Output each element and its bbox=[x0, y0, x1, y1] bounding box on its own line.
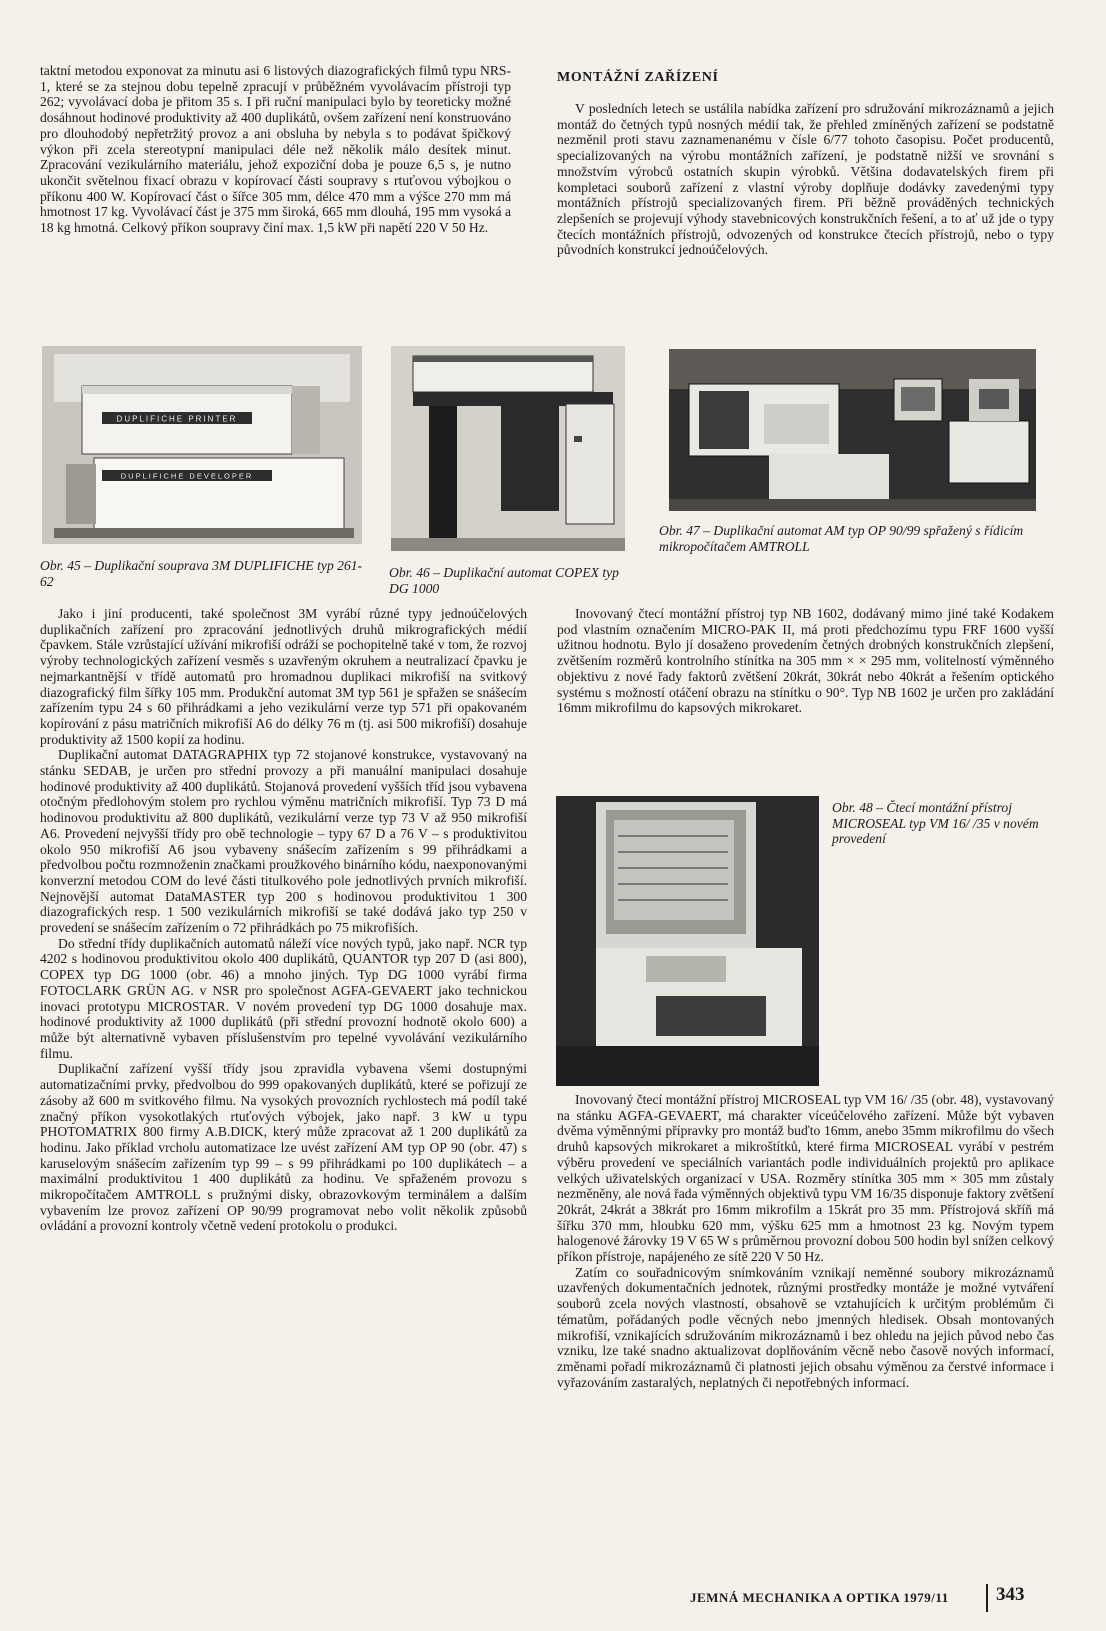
figure-45-caption: Obr. 45 – Duplikační souprava 3M DUPLIFICHE typ 261-62 bbox=[40, 558, 363, 589]
paragraph: Do střední třídy duplikačních automatů náleží více nových typů, jako např. NCR typ 4202 s hodinovou produktivitou okolo 400 duplikátů, QUANTOR typ 207 D (asi 800), COPEX typ DG 1000 (obr. 46) a mnoho jiných. Typ DG 1000 vyrábí firma FOTOCLARK GRÜN AG. v NSR pro společnost AGFA-GEVAERT jako technickou inovaci prototypu MICROSTAR. V novém provedení typ DG 1000 dosahuje max. hodinové produktivity až 1000 duplikátů (při střední provozní hodnotě okolo 600) a může být alternativně vybaven příslušenstvím pro tepelné vyvolávání vezikulárního filmu. bbox=[40, 935, 527, 1061]
figure-46-photo bbox=[391, 346, 625, 551]
journal-footer: JEMNÁ MECHANIKA A OPTIKA 1979/11 bbox=[690, 1590, 949, 1605]
paragraph: Inovovaný čtecí montážní přístroj MICROSEAL typ VM 16/ /35 (obr. 48), vystavovaný na stánku AGFA-GEVAERT, má charakter víceúčelového zařízení. Může být vybaven dvěma výměnnými přípravky pro montáž buďto 16mm, anebo 35mm mikrofilmu do všech druhů kapsových mikrokaret a mikroštítků, které firma MICROSEAL vyrábí v pestrém výběru provedení ve speciálních variantách podle individuálních projektů pro aplikace velkých uživatelských organizací v USA. Rozměry stínítka 305 mm × 305 mm zůstaly nezměněny, ale nová řada výměnných objektivů typu VM 16/35 disponuje faktory zvětšení 20krát, 24krát a 38krát pro 16mm mikrofilm a 15krát pro 35 mm. Přístrojová skříň má šířku 370 mm, hloubku 620 mm, výšku 625 mm a hmotnost 23 kg. Novým typem halogenové žárovky 19 V 65 W s průměrnou provozní dobou 500 hodin byl snížen celkový příkon přístroje, napájeného ze sítě 220 V 50 Hz. bbox=[557, 1092, 1054, 1265]
right-column-text-bottom bbox=[557, 1092, 1054, 1390]
duplicator-set-illustration bbox=[42, 346, 362, 544]
figure-45-photo bbox=[42, 346, 362, 544]
printer-label: DUPLIFICHE PRINTER bbox=[116, 414, 238, 424]
page-number: 343 bbox=[996, 1584, 1025, 1605]
top-left-text bbox=[40, 63, 511, 236]
section-heading: MONTÁŽNÍ ZAŘÍZENÍ bbox=[557, 70, 719, 85]
footer-separator bbox=[986, 1584, 988, 1612]
paragraph: Zatím co souřadnicovým snímkováním vznikají neměnné soubory mikrozáznamů uzavřených dokumentačních jednotek, různými prostředky montáže je možné vytváření souborů zcela nových vlastností, obsahově se vztahujících k určitým problémům či tématům, pořádaných podle věcných nebo jmenných hledisek. Obsah montovaných mikrofiší, vznikajících sdružováním mikrozáznamů i bez ohledu na jejich původ nebo čas vzniku, lze také snadno aktualizovat doplňováním věcně nebo časově nových informací, změnami pořadí mikrozáznamů či platnosti jejich obsahu výměnou za čerstvé informace i vyřazováním zastaralých, neplatných či nepotřebných informací. bbox=[557, 1264, 1054, 1390]
figure-48-caption: Obr. 48 – Čtecí montážní přístroj MICROSEAL typ VM 16/ /35 v novém provedení bbox=[832, 800, 1039, 846]
paragraph: Inovovaný čtecí montážní přístroj typ NB 1602, dodávaný mimo jiné také Kodakem pod vlastním označením MICRO-PAK II, má proti předchozímu typu FRF 1600 vyšší užitnou hodnotu. Bylo jí dosaženo provedením četných drobných konstrukčních zlepšení, zvětšením rozměrů kontrolního stínítka na 305 mm × × 295 mm, volitelností výměnného objektivu z nové řady faktorů zvětšení 20krát, 30krát nebo 40krát a řešením optického systému s možností otáčení obrazu na stínítku o 90°. Typ NB 1602 je určen pro zakládání 16mm mikrofilmu do kapsových mikrokaret. bbox=[557, 606, 1054, 716]
paragraph: Duplikační zařízení vyšší třídy jsou zpravidla vybavena všemi dostupnými automatizačními prvky, předvolbou do 999 opakovaných duplikátů, které se pořizují ze zásoby až 600 m svitkového filmu. Na vysokých provozních rychlostech má podíl také značný příkon vysokotlakých rtuťových výbojek, jako např. 3 kW u typu PHOTOMATRIX 800 firmy A.B.DICK, který může zpracovat až 1 200 duplikátů za hodinu. Jako příklad vrcholu automatizace lze uvést zařízení AM typ OP 90 (obr. 47) s karuselovým snášecím zařízením typ 99 – s 99 přihrádkami po 100 duplikátech – a maximální produktivitou 1 400 duplikátů za hodinu. Ve spřaženém provozu s mikropočítačem AMTROLL s pružnými disky, obrazovkovým terminálem a dalším vybavením lze provoz zařízení OP 90/99 programovat nebo volit několik způsobů ovládání a provozní kontroly včetně vedení protokolu o produkci. bbox=[40, 1061, 527, 1234]
developer-label: DUPLIFICHE DEVELOPER bbox=[120, 471, 254, 481]
figure-47-photo bbox=[669, 349, 1036, 511]
left-column-text bbox=[40, 606, 527, 1234]
figure-46-caption: Obr. 46 – Duplikační automat COPEX typ DG 1000 bbox=[389, 565, 619, 596]
right-column-text-top bbox=[557, 606, 1054, 716]
figure-47-caption: Obr. 47 – Duplikační automat AM typ OP 90/99 spřažený s řídicím mikropočítačem AMTROLL bbox=[659, 523, 1024, 554]
top-right-text bbox=[557, 101, 1054, 258]
paragraph: V posledních letech se ustálila nabídka zařízení pro sdružování mikrozáznamů a jejich montáž do četných typů nosných médií tak, že přehled zmíněných zařízení se podstatně nezměnil proti stavu zaznamenanému v čísle 6/77 tohoto časopisu. Počet producentů, specializovaných na výrobu montážních zařízení, je podstatně nižší ve srovnání s množstvím výrobců ostatních skupin výrobků. Většina dodavatelských firem při kompletaci souborů zařízení z vlastní výroby doplňuje dodávky zavedenými typy montážních přístrojů specializovaných firem. Při běžně prováděných technických zlepšeních se projevují výhody stavebnicových konstrukčních řešení, a to ať už jde o typy čtecích montážních přístrojů, odvozených od konstrukce čtecích přístrojů, nebo o typy původních konstrukcí jednoúčelových. bbox=[557, 101, 1054, 258]
paragraph: Jako i jiní producenti, také společnost 3M vyrábí různé typy jednoúčelových duplikačních zařízení pro zpracování jednotlivých druhů mikrografických médií čpavkem. Stále vzrůstající užívání mikrofiší odráží se pochopitelně také v tom, že rozvoj výroby technologických zařízení vesměs s uzavřeným okruhem a neutralizací čpavku je nejmarkantnější v třídě automatů pro hromadnou duplikaci mikrofiší na svitkový diazografický film šířky 105 mm. Produkční automat 3M typ 561 je spřažen se snášecím zařízením typu 24 s 60 přihrádkami a jeho vezikulární verze typ 571 při opakovaném kopírování z pásu matričních mikrofiší A6 do délky 76 m (tj. asi 500 mikrofiší) dosahuje produktivity až 1500 kopií za hodinu. bbox=[40, 606, 527, 747]
paragraph: taktní metodou exponovat za minutu asi 6 listových diazografických filmů typu NRS-1, které se za stejnou dobu tepelně zpracují v průběžném vyvolávacím přístroji typ 262; vyvolávací doba je přitom 35 s. I při ruční manipulaci bylo by teoreticky možné dosáhnout hodinové produktivity až 400 duplikátů, ovšem zařízení není konstruováno pro dlouhodobý nepřetržitý provoz a ani obsluha by nebyla s to podávat špičkový výkon při zcela stereotypní manipulaci déle než několik málo desítek minut. Zpracování vezikulárního materiálu, jehož expoziční doba je pouze 6,5 s, je nutno ukončit světelnou fixací obrazu v kopírovací části soupravy s rtuťovou výbojkou o příkonu 400 W. Kopírovací část o šířce 305 mm, délce 470 mm a výšce 270 mm má hmotnost 17 kg. Vyvolávací část je 375 mm široká, 665 mm dlouhá, 195 mm vysoká a 18 kg hmotná. Celkový příkon soupravy činí max. 1,5 kW při napětí 220 V 50 Hz. bbox=[40, 63, 511, 236]
paragraph: Duplikační automat DATAGRAPHIX typ 72 stojanové konstrukce, vystavovaný na stánku SEDAB, je určen pro střední provozy a při manuální manipulaci dosahuje hodinové produktivity až 400 duplikátů. Stojanová provedení vyšších tříd jsou vybavena otočným předlohovým stolem pro rychlou výměnu matričních mikrofiší. Typ 73 D má hodinovou produktivitu až 800 duplikátů, vezikulární verze typ 73 V až 950 mikrofiší A6. Provedení nejvyšší třídy pro obě technologie – typy 67 D a 76 V – s produktivitou okolo 950 mikrofiší A6 jsou vybaveny snášecím zařízením s 99 přihrádkami a předvolbou počtu rozmnoženin značkami proužkového binárního kódu, naexponovanými konverzní metodou COM do levé části titulkového pole jednotlivých prvních mikrofiší. Nejnovější automat DataMASTER typ 200 s hodinovou produktivitou 1 300 diazografických resp. 1 500 vezikulárních mikrofiší se také dodává jako typ 250 v provedení se snášecím zařízením o 72 přihrádkách po 75 mikrofiších. bbox=[40, 747, 527, 936]
figure-48-photo bbox=[556, 796, 819, 1086]
